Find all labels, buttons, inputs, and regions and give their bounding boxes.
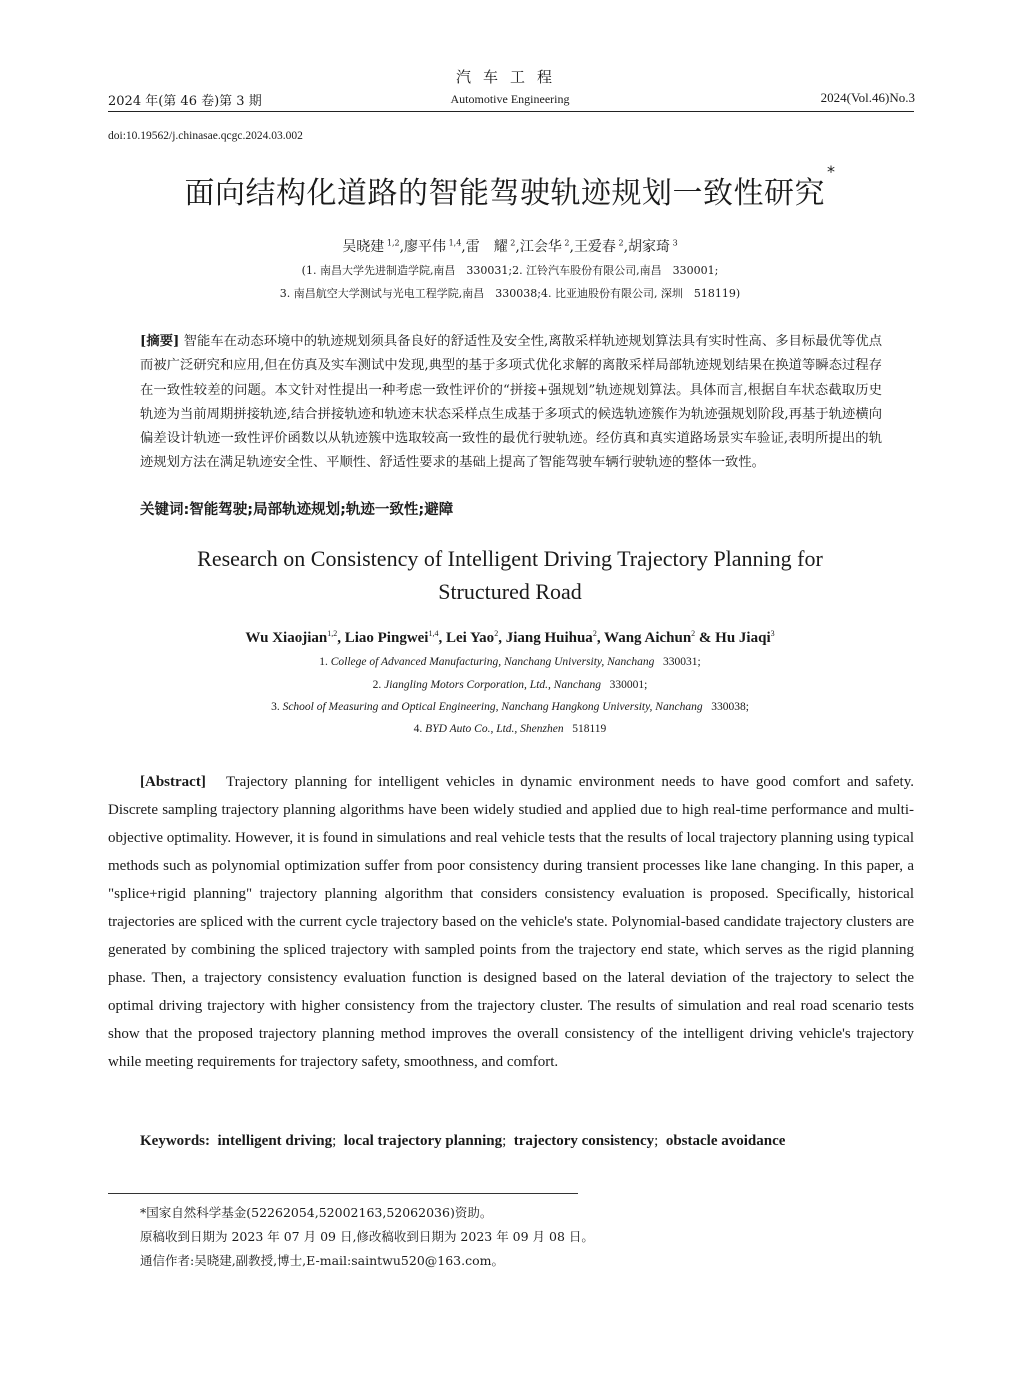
abstract-cn <box>140 330 882 476</box>
affiliation-en-postcode: 518119 <box>563 723 607 735</box>
affiliation-en-postcode: 330001; <box>601 679 648 691</box>
keywords-en <box>140 1133 785 1150</box>
keyword-en: intelligent driving <box>217 1133 333 1149</box>
title-cn <box>0 162 1020 212</box>
authors-cn <box>0 236 1020 256</box>
author-en-affiliation: 1,4 <box>428 629 439 638</box>
affiliation-cn-line: 3. 南昌航空大学测试与光电工程学院,南昌 330038;4. 比亚迪股份有限公司, 深圳 518119) <box>279 287 741 300</box>
footnote-dates: 原稿收到日期为 2023 年 07 月 09 日,修改稿收到日期为 2023 年 09 月 08 日。 <box>140 1229 594 1244</box>
doi[interactable]: doi:10.19562/j.chinasae.qcgc.2024.03.002 <box>108 130 303 142</box>
author-separator: , <box>399 239 405 255</box>
author-separator: , <box>596 630 605 646</box>
keywords-cn: 关键词:智能驾驶;局部轨迹规划;轨迹一致性;避障 <box>140 502 454 518</box>
affiliation-cn-line: (1. 南昌大学先进制造学院,南昌 330031;2. 江铃汽车股份有限公司,南昌 330001; <box>301 264 719 277</box>
journal-name-cn: 汽车工程 <box>455 68 564 86</box>
author-cn-name: 王爱春 <box>573 239 616 255</box>
affiliation-en-name: Jiangling Motors Corporation, Ltd., Nanchang <box>384 679 602 691</box>
author-separator: , <box>337 630 345 646</box>
author-cn-name: 吴晓建 <box>342 239 385 255</box>
author-en-name: Liao Pingwei <box>344 630 429 646</box>
issue-en: 2024(Vol.46)No.3 <box>820 90 915 105</box>
abstract-cn-text: 智能车在动态环境中的轨迹规划须具备良好的舒适性及安全性,离散采样轨迹规划算法具有实时性高、多目标最优等优点而被广泛研究和应用,但在仿真及实车测试中发现,典型的基于多项式优化求解的离散采样局部轨迹规划结果在换道等瞬态过程存在一致性较差的问题。本文针对性提出一种考虑一致性评价的“拼接+强规划”轨迹规划算法。具体而言,根据自车状态截取历史轨迹为当前周期拼接轨迹,结合拼接轨迹和轨迹末状态采样点生成基于多项式的候选轨迹簇作为轨迹强规划阶段,再基于轨迹横向偏差设计轨迹一致性评价函数以从轨迹簇中选取较高一致性的最优行驶轨迹。经仿真和真实道路场景实车验证,表明所提出的轨迹规划方法在满足轨迹安全性、平顺性、舒适性要求的基础上提高了智能驾驶车辆行驶轨迹的整体一致性。 <box>140 334 882 471</box>
journal-name-en: Automotive Engineering <box>450 92 570 106</box>
author-en-name: Wang Aichun <box>604 630 692 646</box>
author-cn-affiliation: 2 <box>507 238 516 248</box>
title-cn-footnote-mark: * <box>827 162 836 181</box>
title-en <box>0 542 1020 608</box>
author-en-affiliation: 2 <box>691 629 696 638</box>
affiliation-en-number: 3. <box>271 701 283 713</box>
title-en-line: Structured Road <box>438 579 582 604</box>
author-separator: , <box>498 630 506 646</box>
author-separator: , <box>623 239 629 255</box>
author-separator: & <box>695 630 716 646</box>
keyword-separator: ; <box>332 1133 344 1149</box>
affiliation-en-number: 1. <box>319 656 331 668</box>
author-en-name: Lei Yao <box>445 630 495 646</box>
title-en-line: Research on Consistency of Intelligent Driving Trajectory Planning for <box>197 546 823 571</box>
author-en-name: Wu Xiaojian <box>245 630 328 646</box>
author-cn-affiliation: 3 <box>670 238 678 248</box>
affiliation-en-name: School of Measuring and Optical Engineering, Nanchang Hangkong University, Nanchang <box>282 701 703 713</box>
author-en-affiliation: 3 <box>770 629 775 638</box>
author-cn-name: 胡家琦 <box>628 239 671 255</box>
keyword-separator: ; <box>502 1133 514 1149</box>
footnote-funding: *国家自然科学基金(52262054,52002163,52062036)资助。 <box>140 1205 493 1220</box>
authors-en <box>0 629 1020 647</box>
footnote-rule <box>108 1193 578 1194</box>
author-separator: , <box>461 239 466 255</box>
author-cn-name: 廖平伟 <box>404 239 447 255</box>
abstract-en <box>108 768 914 1076</box>
author-separator: , <box>438 630 446 646</box>
issue-cn: 2024 年(第 46 卷)第 3 期 <box>108 94 262 109</box>
affiliation-en-name: College of Advanced Manufacturing, Nanchang University, Nanchang <box>330 656 655 668</box>
author-en-affiliation: 1,2 <box>327 629 338 638</box>
affiliation-en-line <box>0 656 1020 668</box>
author-cn-name: 江会华 <box>519 239 562 255</box>
keyword-separator: ; <box>654 1133 666 1149</box>
author-en-name: Hu Jiaqi <box>715 630 771 646</box>
affiliation-en-line <box>0 723 1020 735</box>
keywords-en-label: Keywords: <box>140 1133 218 1149</box>
keyword-en: obstacle avoidance <box>665 1133 786 1149</box>
author-separator: , <box>569 239 574 255</box>
affiliation-en-postcode: 330038; <box>702 701 749 713</box>
affiliation-en-postcode: 330031; <box>654 656 701 668</box>
author-cn-affiliation: 1,2 <box>384 238 400 248</box>
affiliation-en-name: BYD Auto Co., Ltd., Shenzhen <box>425 723 564 735</box>
author-en-affiliation: 2 <box>592 629 597 638</box>
author-en-name: Jiang Huihua <box>505 630 593 646</box>
author-cn-affiliation: 1,4 <box>446 238 462 248</box>
header-rule <box>108 111 914 112</box>
abstract-en-text: Trajectory planning for intelligent vehicles in dynamic environment needs to have good comfort and safety. Discrete sampling trajectory planning algorithms have been widely studied and applied due to high real-time performance and multi-objective optimality. However, it is found in simulations and real vehicle tests that the results of local trajectory planning using typical methods such as polynomial optimization suffer from poor consistency during transient processes like lane changing. In this paper, a "splice+rigid planning" trajectory planning algorithm that considers consistency evaluation is proposed. Specifically, historical trajectories are spliced with the current cycle trajectory based on the vehicle's state. Polynomial-based candidate trajectory clusters are generated by combining the spliced trajectory with sampled points from the trajectory end state, which serves as the rigid planning phase. Then, a trajectory consistency evaluation function is designed based on the lateral deviation of the trajectory to select the optimal driving trajectory with higher consistency from the trajectory cluster. The results of simulation and real road scenario tests show that the proposed trajectory planning method improves the overall consistency of the intelligent driving vehicle's trajectory while meeting requirements for trajectory safety, smoothness, and comfort. <box>108 774 914 1070</box>
affiliation-en-line <box>0 679 1020 691</box>
abstract-cn-label: [摘要] <box>140 334 180 349</box>
keyword-en: local trajectory planning <box>343 1133 503 1149</box>
author-cn-name: 雷 耀 <box>465 239 508 255</box>
abstract-en-label: [Abstract] <box>140 774 206 790</box>
author-separator: , <box>515 239 520 255</box>
keyword-en: trajectory consistency <box>513 1133 655 1149</box>
author-cn-affiliation: 2 <box>615 238 624 248</box>
author-en-affiliation: 2 <box>494 629 499 638</box>
footnote-corresponding: 通信作者:吴晓建,副教授,博士,E-mail:saintwu520@163.com。 <box>140 1253 504 1268</box>
author-cn-affiliation: 2 <box>561 238 570 248</box>
affiliation-en-number: 4. <box>413 723 426 735</box>
affiliation-en-line <box>0 701 1020 713</box>
affiliation-en-number: 2. <box>372 679 385 691</box>
title-cn-text: 面向结构化道路的智能驾驶轨迹规划一致性研究 <box>184 176 825 211</box>
